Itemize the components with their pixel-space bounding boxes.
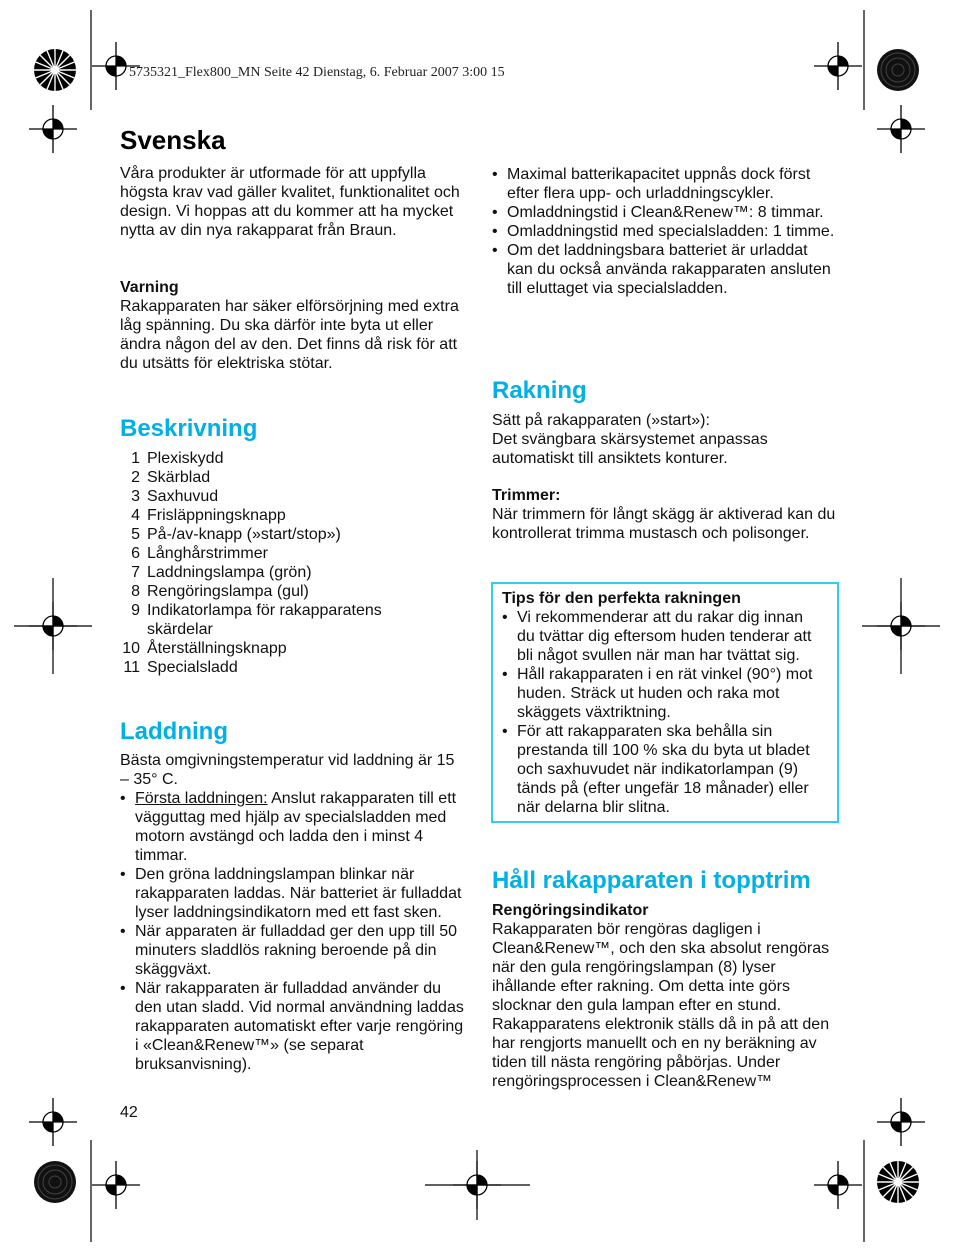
warning-heading: Varning — [120, 279, 179, 296]
maintenance-text: Rakapparaten bör rengöras dagligen i Clean&Renew™, och den ska absolut rengöras när den gula rengöringslampan (8) lyser ihållande efter rakning. Om detta inte görs slocknar den gula lampan efter en stund. Rakapparatens elektronik ställs då in på att den har rengjorts manuellt och en ny beräkning av tiden till nästa rengöring påbörjas. Under rengöringsprocessen i Clean&Renew™ — [492, 921, 830, 1090]
part-number: 5 — [131, 526, 140, 543]
list-item — [120, 487, 420, 506]
intro-paragraph — [120, 164, 460, 240]
part-label: Laddningslampa (grön) — [147, 564, 312, 581]
list-item — [120, 468, 420, 487]
part-number: 11 — [123, 659, 140, 676]
list-item: • Den gröna laddningslampan blinkar när rakapparaten laddas. När batteriet är fulladdat lyser laddningsindikatorn med ett fast sken. — [120, 865, 465, 922]
charging-section — [120, 751, 465, 1074]
warning-text: Rakapparaten har säker elförsörjning med extra låg spänning. Du ska därför inte byta ut eller ändra någon del av den. Det finns då risk för att du utsätts för elektriska stötar. — [120, 298, 459, 372]
warning-section — [120, 278, 462, 373]
list-item: • Omladdningstid med specialsladden: 1 timme. — [492, 222, 837, 241]
intro-text: Våra produkter är utformade för att uppfylla högsta krav vad gäller kvalitet, funktionalitet och design. Vi hoppas att du kommer att ha mycket nytta av din nya rakapparat från Braun. — [120, 165, 460, 239]
part-label: Frisläppningsknapp — [147, 507, 286, 524]
part-label: Rengöringslampa (gul) — [147, 583, 309, 600]
list-item: • För att rakapparaten ska behålla sin prestanda till 100 % ska du byta ut bladet och saxhuvudet när indikatorlampan (9) tänds på (efter ungefär 18 månader) eller när delarna blir slitna. — [502, 722, 822, 817]
part-number: 2 — [131, 469, 140, 486]
page-number: 42 — [120, 1104, 138, 1121]
part-label: Indikatorlampa för rakapparatens skärdelar — [147, 602, 382, 638]
list-item — [120, 639, 420, 658]
list-item — [120, 563, 420, 582]
part-label: Skärblad — [147, 469, 211, 486]
charging-heading: Laddning — [120, 718, 228, 745]
list-item — [120, 506, 420, 525]
print-header: 5735321_Flex800_MN Seite 42 Dienstag, 6. Februar 2007 3:00 15 — [129, 65, 505, 80]
first-charge-text: Anslut rakapparaten till ett vägguttag med hjälp av specialsladden med motorn avstängd och ladda den i minst 4 timmar. — [135, 790, 457, 864]
trimmer-heading: Trimmer: — [492, 487, 561, 504]
maintenance-subheading: Rengöringsindikator — [492, 902, 649, 919]
shaving-heading: Rakning — [492, 377, 587, 404]
trimmer-text: När trimmern för långt skägg är aktiverad kan du kontrollerat trimma mustasch och polisonger. — [492, 506, 836, 542]
list-item: • Om det laddningsbara batteriet är urladdat kan du också använda rakapparaten ansluten till eluttaget via specialsladden. — [492, 241, 837, 298]
list-item — [120, 582, 420, 601]
part-number: 8 — [131, 583, 140, 600]
part-number: 7 — [131, 564, 140, 581]
part-number: 4 — [131, 507, 140, 524]
maintenance-section — [492, 901, 837, 1091]
list-item — [120, 449, 420, 468]
list-item — [120, 601, 420, 639]
part-label: På-/av-knapp (»start/stop») — [147, 526, 341, 543]
list-item — [120, 525, 420, 544]
part-number: 9 — [131, 602, 140, 619]
trimmer-section — [492, 486, 837, 543]
list-item: • Vi rekommenderar att du rakar dig innan du tvättar dig eftersom huden tenderar att bli något svullen när man har tvättat sig. — [502, 608, 822, 665]
part-label: Saxhuvud — [147, 488, 219, 505]
list-item: • När apparaten är fulladdad ger den upp till 50 minuters sladdlös rakning beroende på din skäggväxt. — [120, 922, 465, 979]
part-label: Långhårstrimmer — [147, 545, 268, 562]
parts-list — [120, 449, 420, 677]
tips-heading: Tips för den perfekta rakningen — [502, 590, 741, 607]
list-item — [120, 658, 420, 677]
part-number: 6 — [131, 545, 140, 562]
parts-list-container — [120, 449, 420, 677]
charging-bullets — [120, 789, 465, 1074]
list-item: • När rakapparaten är fulladdad använder du den utan sladd. Vid normal användning laddas rakapparaten automatiskt efter varje rengöring i «Clean&Renew™» (se separat bruksanvisning). — [120, 979, 465, 1074]
tips-bullets — [502, 608, 822, 817]
battery-bullets — [492, 165, 837, 298]
shaving-text-1: Sätt på rakapparaten (»start»): — [492, 412, 710, 429]
part-number: 3 — [131, 488, 140, 505]
part-number: 10 — [122, 640, 140, 657]
list-item — [120, 544, 420, 563]
shaving-text-2: Det svängbara skärsystemet anpassas automatiskt till ansiktets konturer. — [492, 431, 768, 467]
maintenance-heading: Håll rakapparaten i topptrim — [492, 867, 811, 894]
part-label: Plexiskydd — [147, 450, 224, 467]
charging-intro: Bästa omgivningstemperatur vid laddning är 15 – 35° C. — [120, 752, 455, 788]
list-item: • Maximal batterikapacitet uppnås dock först efter flera upp- och urladdningscykler. — [492, 165, 837, 203]
part-number: 1 — [131, 450, 140, 467]
first-charge-label: Första laddningen: — [135, 790, 268, 807]
part-label: Återställningsknapp — [147, 640, 287, 657]
list-item — [120, 789, 465, 865]
part-label: Specialsladd — [147, 659, 238, 676]
tips-box — [491, 582, 839, 823]
page-title: Svenska — [120, 125, 226, 155]
shaving-section — [492, 411, 837, 468]
battery-section — [492, 165, 837, 298]
list-item: • Omladdningstid i Clean&Renew™: 8 timmar. — [492, 203, 837, 222]
description-heading: Beskrivning — [120, 415, 258, 442]
list-item: • Håll rakapparaten i en rät vinkel (90°) mot huden. Sträck ut huden och raka mot skäggets växtriktning. — [502, 665, 822, 722]
